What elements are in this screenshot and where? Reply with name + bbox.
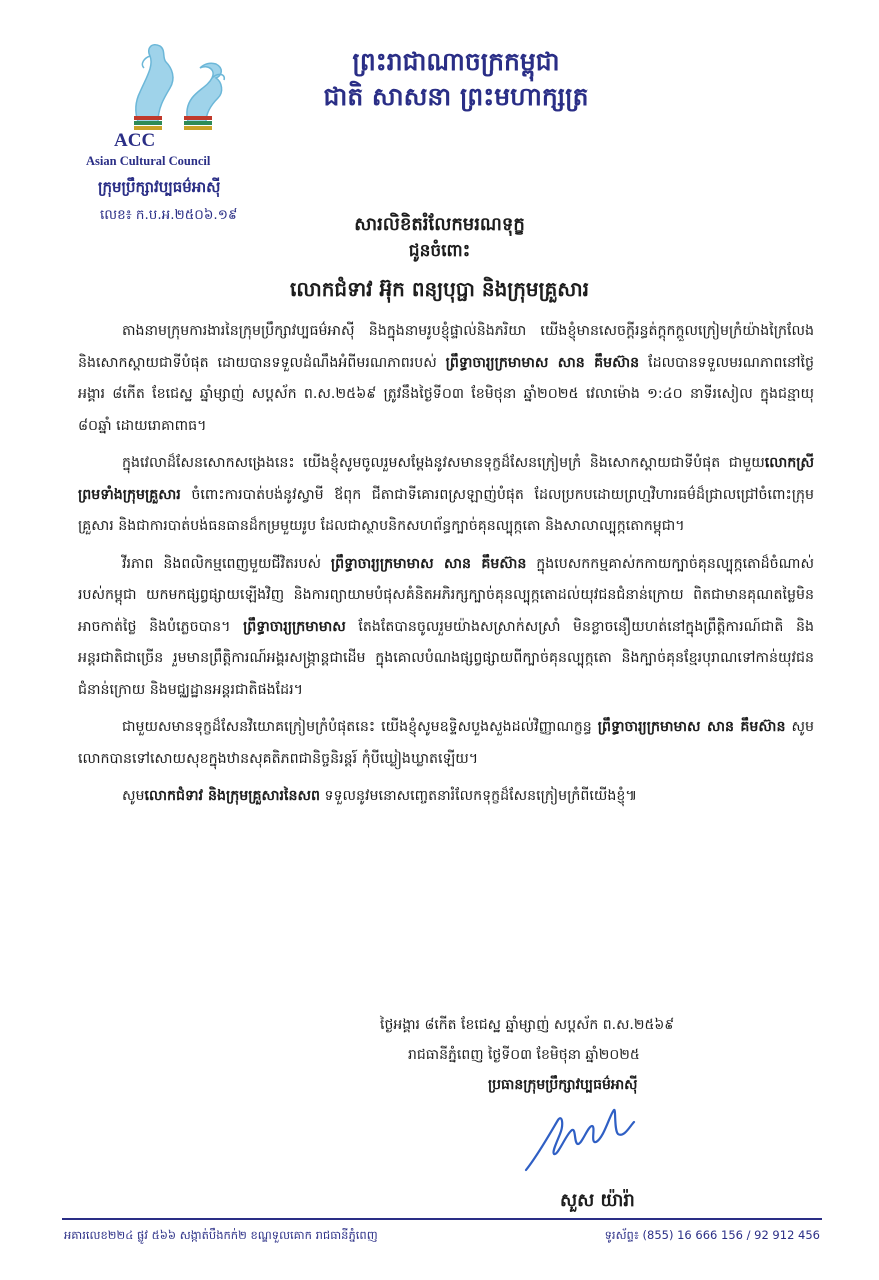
addressed-to: ជូនចំពោះ: [408, 241, 471, 261]
reference-number: លេខ៖ ក.ប.អ.២៥០៦.១៩: [100, 207, 238, 223]
paragraph-1: តាងនាមក្រុមការងារនៃក្រុមប្រឹក្សាវប្បធម៌អាស៊ី និងក្នុងនាមរូបខ្ញុំផ្ទាល់និងភរិយា យើងខ្ញុំមានសេចក្ដីរន្ធត់ក្ដុកក្ដួលក្រៀមក្រំយ៉ាងក្រៃលែង និងសោកស្ដាយជាទីបំផុត ដោយបានទទួលដំណឹងអំពីមរណភាពរបស់ ព្រឹទ្ធាចារ្យក្រមាមាស សាន គឹមស៊ាន ដែលបានទទួលមរណភាពនៅថ្ងៃអង្គារ ៨កើត ខែជេស្ឋ ឆ្នាំម្សាញ់ សប្តស័ក ព.ស.២៥៦៩ ត្រូវនឹងថ្ងៃទី០៣ ខែមិថុនា ឆ្នាំ២០២៥ វេលាម៉ោង ១:៤០ នាទីរសៀល ក្នុងជន្មាយុ ៨០ឆ្នាំ ដោយរោគាពាធ។: [78, 323, 814, 434]
council-name-kh: ក្រុមប្រឹក្សាវប្បធម៌អាស៊ី: [98, 178, 221, 196]
family-mention: លោកជំទាវ និងក្រុមគ្រួសារនៃសព: [144, 788, 321, 804]
paragraph-4: ជាមួយសមានទុក្ខដ៏សែនវិយោគក្រៀមក្រំបំផុតនេះ យើងខ្ញុំសូមឧទ្ទិសបួងសួងដល់វិញ្ញាណក្ខន្ធ ព្រឹទ្ធាចារ្យក្រមាមាស សាន គឹមស៊ាន សូមលោកបានទៅសោយសុខក្នុងឋានសុគតិភពជានិច្ចនិរន្តរ៍ កុំបីឃ្លៀងឃ្លាតឡើយ។: [78, 719, 814, 767]
kingdom-motto: [296, 44, 616, 114]
footer-divider: [62, 1218, 822, 1220]
place-date: រាជធានីភ្នំពេញ ថ្ងៃទី០៣ ខែមិថុនា ឆ្នាំ២០២៥: [408, 1047, 640, 1063]
deceased-name: ព្រឹទ្ធាចារ្យក្រមាមាស សាន គឹមស៊ាន: [597, 719, 786, 735]
signature-icon: [518, 1100, 658, 1180]
nation-religion-king-line: ជាតិ សាសនា ព្រះមហាក្សត្រ: [323, 82, 589, 111]
deceased-title: ព្រឹទ្ធាចារ្យក្រមាមាស: [243, 618, 346, 635]
kingdom-line: ព្រះរាជាណាចក្រកម្ពុជា: [352, 47, 560, 76]
recipient-name: លោកជំទាវ អ៊ុក ពន្យបុប្ផា និងក្រុមគ្រួសារ: [289, 277, 589, 301]
family-mention: លោកស្រីព្រមទាំងក្រុមគ្រួសារ: [78, 455, 814, 503]
paragraph-2: ក្នុងវេលាដ៏សែនសោកសង្រេងនេះ យើងខ្ញុំសូមចូលរួមសម្ដែងនូវសមានទុក្ខដ៏សែនក្រៀមក្រំ និងសោកស្ដាយជាទីបំផុត ជាមួយលោកស្រីព្រមទាំងក្រុមគ្រួសារ ចំពោះការបាត់បង់នូវស្វាមី ឪពុក ជីតាជាទីគោរពស្រឡាញ់បំផុត ដែលប្រកបដោយព្រហ្មវិហារធម៌ដ៏ជ្រាលជ្រៅចំពោះក្រុមគ្រួសារ និងជាការបាត់បង់ធនធានដ៏កម្រមួយរូប ដែលជាស្ថាបនិកសហព័ន្ធក្បាច់គុនល្បុក្កតោ និងសាលាល្បុក្កតោកម្ពុជា។: [78, 455, 814, 534]
logo-acronym: ACC: [114, 130, 156, 151]
hands-logo-icon: [100, 38, 260, 133]
letter-body: [78, 316, 814, 819]
lunar-date: ថ្ងៃអង្គារ ៨កើត ខែជេស្ឋ ឆ្នាំម្សាញ់ សប្តស័ក ព.ស.២៥៦៩: [380, 1017, 675, 1033]
deceased-name: ព្រឹទ្ធាចារ្យក្រមាមាស សាន គឹមស៊ាន: [330, 555, 527, 572]
footer-address: អគារលេខ២២៤ ផ្លូវ ៥៦៦ សង្កាត់បឹងកក់២ ខណ្ឌទួលគោក រាជធានីភ្នំពេញ: [64, 1228, 378, 1242]
paragraph-5: សូមលោកជំទាវ និងក្រុមគ្រួសារនៃសព ទទួលនូវមនោសញ្ចេតនារំលែកទុក្ខដ៏សែនក្រៀមក្រំពីយើងខ្ញុំ៕: [122, 788, 638, 804]
closing-block: [380, 1010, 820, 1100]
logo-subtitle: Asian Cultural Council: [86, 154, 211, 168]
deceased-name: ព្រឹទ្ធាចារ្យក្រមាមាស សាន គឹមស៊ាន: [445, 354, 640, 371]
letter-title: សារលិខិតរំលែកមរណទុក្ខ: [354, 214, 525, 235]
signer-name: សួស យ៉ារ៉ា: [560, 1190, 635, 1211]
paragraph-3: វីរភាព និងពលិកម្មពេញមួយជីវិតរបស់ ព្រឹទ្ធាចារ្យក្រមាមាស សាន គឹមស៊ាន ក្នុងបេសកកម្មគាស់កកាយក្បាច់គុនល្បុក្កតោដ៏ចំណាស់របស់កម្ពុជា យកមកផ្សព្វផ្សាយឡើងវិញ និងការព្យាយាមបំផុសគំនិតអភិរក្សក្បាច់គុនល្បុក្កតោដល់យុវជនជំនាន់ក្រោយ ពិតជាមានគុណតម្លៃមិនអាចកាត់ថ្លៃ និងបំភ្លេចបាន។ ព្រឹទ្ធាចារ្យក្រមាមាស តែងតែបានចូលរួមយ៉ាងសស្រាក់សស្រាំ មិនខ្លាចនឿយហត់នៅក្នុងព្រឹត្តិការណ៍ជាតិ និងអន្តរជាតិជាច្រើន រួមមានព្រឹត្តិការណ៍អង្គរសង្ក្រាន្តជាដើម ក្នុងគោលបំណងផ្សព្វផ្សាយពីក្បាច់គុនល្បុក្កតោ និងក្បាច់គុនខ្មែរបុរាណទៅកាន់យុវជនជំនាន់ក្រោយ និងមជ្ឈដ្ឋានអន្តរជាតិផងដែរ។: [78, 555, 814, 698]
footer-phone: ទូរស័ព្ទ៖ (855) 16 666 156 / 92 912 456: [604, 1228, 820, 1242]
signer-position: ប្រធានក្រុមប្រឹក្សាវប្បធម៌អាស៊ី: [488, 1077, 638, 1093]
